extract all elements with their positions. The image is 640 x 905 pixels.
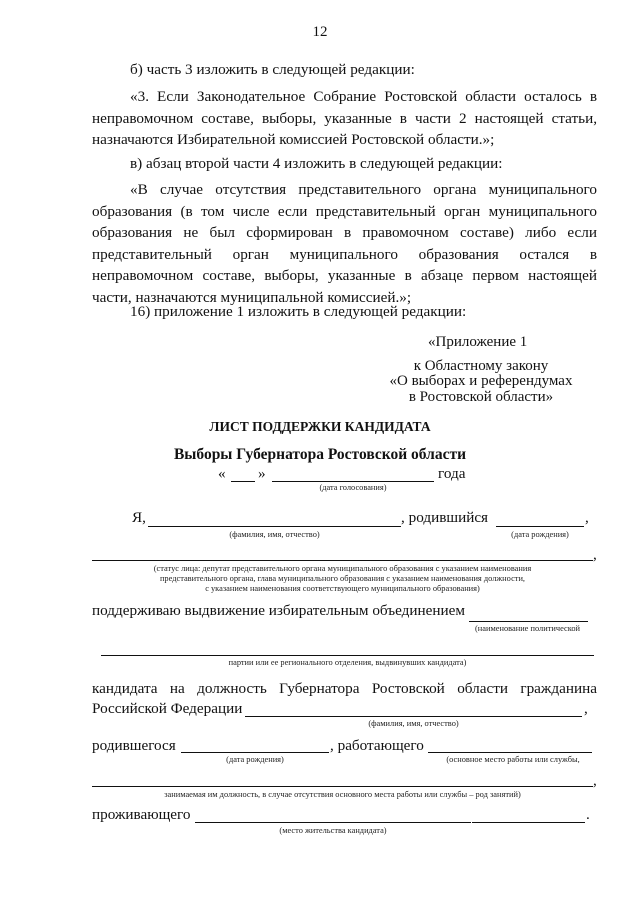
status-line (92, 560, 593, 561)
party-caption-1: (наименование политической (475, 624, 581, 633)
paragraph-item-16: 16) приложение 1 изложить в следующей редакции: (130, 303, 467, 320)
birth-date-line (496, 526, 584, 527)
candidate-line-2: Российской Федерации (92, 700, 243, 717)
position-caption: занимаемая им должность, в случае отсутствия основного места работы или службы – род занятий) (164, 790, 521, 799)
ya-label: Я, (132, 509, 146, 526)
paragraph-v-intro: в) абзац второй части 4 изложить в следующей редакции: (130, 155, 503, 172)
work-place-line (428, 752, 592, 753)
status-caption-1: (статус лица: депутат представительного органа муниципального образования с указанием наименования (153, 564, 532, 573)
appendix-ref-line1: «Приложение 1 (428, 334, 528, 350)
paragraph-b-intro: б) часть 3 изложить в следующей редакции: (130, 61, 415, 78)
paragraph-b-text: «3. Если Законодательное Собрание Ростовской области осталось в неправомочном составе, выборы, указанные в части 2 настоящей статьи, назначаются Избирательной комиссией Ростовской области.»; (92, 88, 597, 149)
date-open-quote: « (218, 465, 226, 482)
appendix-ref-line3: «О выборах и референдумах (389, 373, 573, 389)
candidate-birth-caption: (дата рождения) (226, 755, 284, 764)
candidate-fio-caption: (фамилия, имя, отчество) (368, 719, 459, 728)
working-label: , работающего (330, 737, 424, 754)
birth-date-caption: (дата рождения) (511, 530, 569, 539)
date-close-quote: » (258, 465, 266, 482)
fio-line (148, 526, 401, 527)
paragraph-v-text: «В случае отсутствия представительного органа муниципального образования (в том числе если представительный орган муниципального образования не был сформирован в правомочном составе) либо если представительный орган муниципального образования остался в неправомочном составе, выборы, указанные в абзаце первом настоящей части, назначаются муниципальной комиссией.»; (92, 181, 597, 306)
appendix-ref-line4: в Ростовской области» (408, 389, 554, 405)
form-subtitle: Выборы Губернатора Ростовской области (173, 446, 467, 463)
living-label: проживающего (92, 806, 191, 823)
position-line (92, 786, 593, 787)
status-caption-2: представительного органа, глава муниципального образования с указанием наименования должности, (159, 574, 526, 583)
association-line (469, 621, 588, 622)
party-line (101, 655, 594, 656)
residence-caption: (место жительства кандидата) (279, 826, 387, 835)
comma-4: , (593, 772, 597, 789)
fio-caption: (фамилия, имя, отчество) (229, 530, 320, 539)
appendix-ref-line2: к Областному закону (413, 358, 549, 374)
comma-1: , (585, 509, 589, 526)
comma-2: , (593, 546, 597, 563)
voting-date-caption: (дата голосования) (319, 483, 387, 492)
residence-line-2 (472, 822, 585, 823)
born2-label: родившегося (92, 737, 176, 754)
candidate-birth-line (181, 752, 329, 753)
form-title: ЛИСТ ПОДДЕРЖКИ КАНДИДАТА (209, 419, 431, 434)
party-caption-2: партии или ее регионального отделения, выдвинувших кандидата) (228, 658, 467, 667)
work-place-caption: (основное место работы или службы, (446, 755, 580, 764)
support-text: поддерживаю выдвижение избирательным объединением (92, 602, 465, 619)
status-caption-3: с указанием наименования соответствующего муниципального образования) (205, 584, 480, 593)
page-number: 12 (312, 24, 328, 40)
candidate-line-1: кандидата на должность Губернатора Ростовской области гражданина (92, 680, 597, 697)
candidate-fio-line (245, 716, 582, 717)
date-year-word: года (438, 465, 466, 482)
born-label: , родившийся (401, 509, 489, 526)
voting-day-line (231, 481, 255, 482)
final-period: . (586, 806, 590, 823)
residence-line-1 (195, 822, 471, 823)
voting-month-line (272, 481, 434, 482)
comma-3: , (584, 700, 588, 717)
